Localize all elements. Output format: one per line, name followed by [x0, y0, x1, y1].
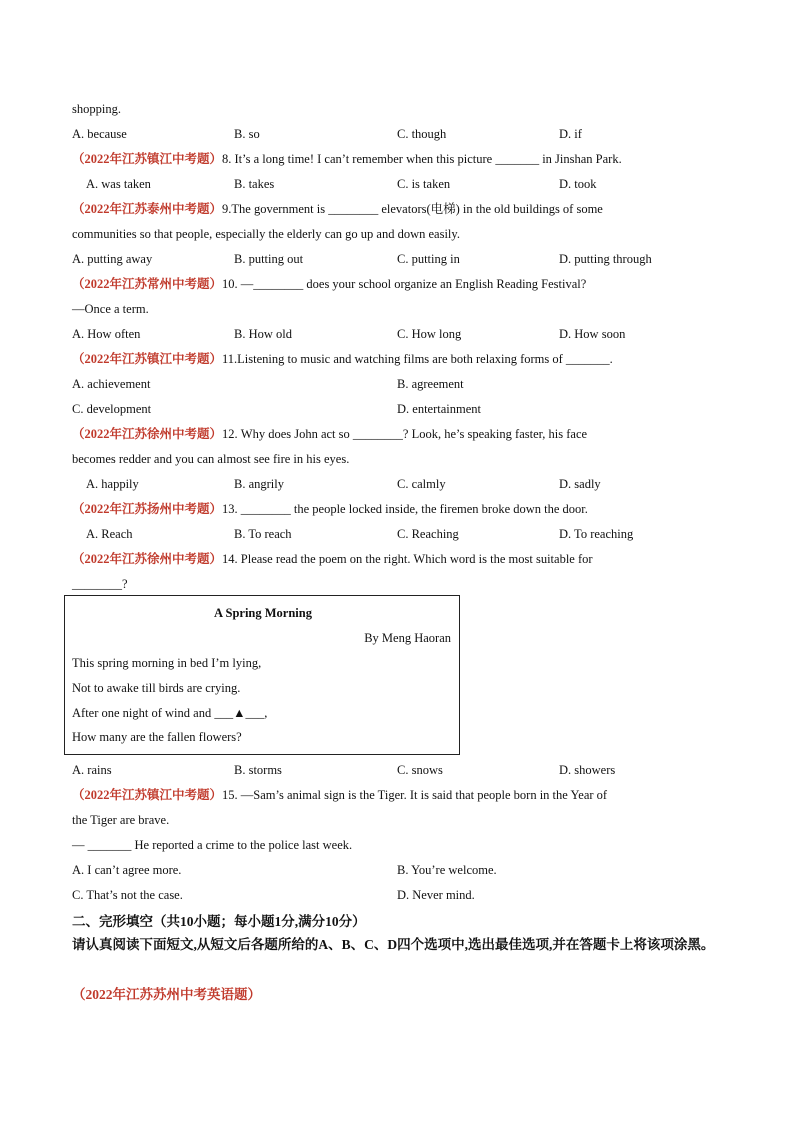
q8-source: （2022年江苏镇江中考题） — [72, 152, 223, 166]
q9-option-c: C. putting in — [397, 252, 460, 266]
q15-source: （2022年江苏镇江中考题） — [72, 788, 223, 802]
q13-option-c: C. Reaching — [397, 527, 459, 541]
q9-option-a: A. putting away — [72, 252, 153, 266]
q11-option-a: A. achievement — [72, 377, 151, 391]
q11-option-c: C. development — [72, 402, 152, 416]
q7-option-b: B. so — [234, 127, 260, 141]
q12-option-a: A. happily — [86, 477, 139, 491]
q11-source: （2022年江苏镇江中考题） — [72, 352, 223, 366]
poem-line: How many are the fallen flowers? — [72, 730, 242, 744]
poem-line: This spring morning in bed I’m lying, — [72, 656, 262, 670]
q11-stem — [72, 351, 613, 367]
q14-option-d: D. showers — [559, 763, 616, 777]
q8-option-c: C. is taken — [397, 177, 451, 191]
q10-text: 10. —________ does your school organize an English Reading Festival? — [222, 277, 587, 291]
section-instruction: 请认真阅读下面短文,从短文后各题所给的A、B、C、D四个选项中,选出最佳选项,并在答题卡上将该项涂黑。 — [72, 937, 715, 952]
q8-option-d: D. took — [559, 177, 597, 191]
q11-option-d: D. entertainment — [397, 402, 481, 416]
poem-line: Not to awake till birds are crying. — [72, 681, 241, 695]
q9-option-b: B. putting out — [234, 252, 304, 266]
q14-option-a: A. rains — [72, 763, 112, 777]
q14-option-c: C. snows — [397, 763, 443, 777]
q14-source: （2022年江苏徐州中考题） — [72, 552, 223, 566]
q10-source: （2022年江苏常州中考题） — [72, 277, 223, 291]
q11-text: 11.Listening to music and watching films are both relaxing forms of _______. — [222, 352, 613, 366]
q13-option-a: A. Reach — [86, 527, 133, 541]
q15-option-c: C. That’s not the case. — [72, 888, 183, 902]
q9-continuation: communities so that people, especially the elderly can go up and down easily. — [72, 227, 460, 241]
q10-option-c: C. How long — [397, 327, 462, 341]
q10-option-b: B. How old — [234, 327, 292, 341]
q13-text: 13. ________ the people locked inside, the firemen broke down the door. — [222, 502, 588, 516]
q14-option-b: B. storms — [234, 763, 282, 777]
q14-text: 14. Please read the poem on the right. Which word is the most suitable for — [222, 552, 593, 566]
q14-stem — [72, 551, 593, 567]
q8-option-a: A. was taken — [86, 177, 151, 191]
poem-box — [64, 595, 460, 755]
q9-text: 9.The government is ________ elevators(电梯) in the old buildings of some — [222, 202, 603, 216]
poem-author: By Meng Haoran — [364, 631, 451, 645]
q7-continuation: shopping. — [72, 102, 121, 116]
q9-option-d: D. putting through — [559, 252, 652, 266]
q15-option-a: A. I can’t agree more. — [72, 863, 182, 877]
q12-continuation: becomes redder and you can almost see fire in his eyes. — [72, 452, 350, 466]
q13-stem — [72, 501, 588, 517]
q13-source: （2022年江苏扬州中考题） — [72, 502, 223, 516]
q7-option-d: D. if — [559, 127, 582, 141]
q15-stem — [72, 787, 607, 803]
q12-option-c: C. calmly — [397, 477, 446, 491]
q8-option-b: B. takes — [234, 177, 275, 191]
q12-option-d: D. sadly — [559, 477, 601, 491]
q15-option-d: D. Never mind. — [397, 888, 475, 902]
q7-option-c: C. though — [397, 127, 447, 141]
q12-text: 12. Why does John act so ________? Look, he’s speaking faster, his face — [222, 427, 588, 441]
q10-stem — [72, 276, 586, 292]
q13-option-d: D. To reaching — [559, 527, 634, 541]
q12-stem — [72, 426, 587, 442]
q11-option-b: B. agreement — [397, 377, 464, 391]
q8-text: 8. It’s a long time! I can’t remember when this picture _______ in Jinshan Park. — [222, 152, 622, 166]
section-title: 二、完形填空（共10小题；每小题1分,满分10分） — [72, 914, 366, 929]
q7-option-a: A. because — [72, 127, 127, 141]
poem-title: A Spring Morning — [214, 606, 312, 620]
passage-source: （2022年江苏苏州中考英语题） — [72, 987, 261, 1002]
q15-continuation: the Tiger are brave. — [72, 813, 170, 827]
q15-reply: — _______ He reported a crime to the police last week. — [72, 838, 353, 852]
q13-option-b: B. To reach — [234, 527, 292, 541]
q10-option-a: A. How often — [72, 327, 141, 341]
q15-text: 15. —Sam’s animal sign is the Tiger. It is said that people born in the Year of — [222, 788, 608, 802]
q12-source: （2022年江苏徐州中考题） — [72, 427, 223, 441]
q14-continuation: ________? — [72, 577, 128, 591]
q12-option-b: B. angrily — [234, 477, 284, 491]
q10-option-d: D. How soon — [559, 327, 626, 341]
poem-line: After one night of wind and ___▲___, — [72, 706, 268, 720]
q8-stem — [72, 151, 622, 167]
q10-continuation: —Once a term. — [72, 302, 149, 316]
q9-source: （2022年江苏泰州中考题） — [72, 202, 223, 216]
q15-option-b: B. You’re welcome. — [397, 863, 497, 877]
q9-stem — [72, 201, 603, 217]
